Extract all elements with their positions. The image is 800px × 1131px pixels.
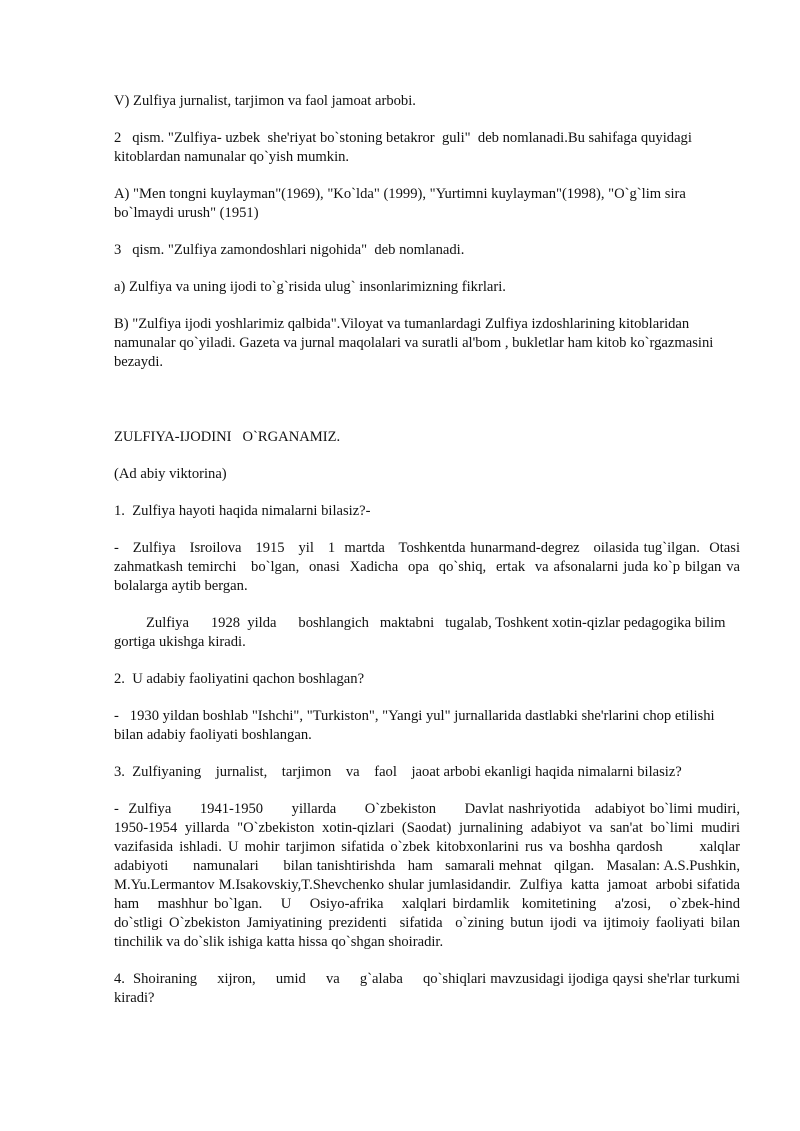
quiz-title: ZULFIYA-IJODINI O`RGANAMIZ. [114, 429, 341, 445]
document-page [114, 92, 762, 1008]
question-2: 2. U adabiy faoliyatini qachon boshlagan? [114, 671, 365, 687]
paragraph-spacer [114, 484, 740, 502]
question-4: 4. Shoiraning xijron, umid va g`alaba qo`shiqlari mavzusidagi ijodiga qaysi she'rlar turkumi kiradi? [114, 971, 744, 1006]
question-3: 3. Zulfiyaning jurnalist, tarjimon va faol jaoat arbobi ekanligi haqida nimalarni bilasiz? [114, 764, 682, 780]
section-3-item-b: B) "Zulfiya ijodi yoshlarimiz qalbida".Viloyat va tumanlardagi Zulfiya izdoshlarining kitoblaridan namunalar qo`yiladi. Gazeta va jurnal maqolalari va suratli al'bom , bukletlar ham kitob ko`rgazmasini bezaydi. [114, 316, 717, 370]
quiz-subtitle: (Ad abiy viktorina) [114, 466, 227, 482]
answer-1a: - Zulfiya Isroilova 1915 yil 1 martda Toshkentda hunarmand-degrez oilasida tug`ilgan. Otasi zahmatkash temirchi bo`lgan, onasi Xadicha opa qo`shiq, ertak va afsonalarni juda ko`p bilgan va bolalarga aytib bergan. [114, 540, 748, 594]
paragraph-spacer [114, 111, 740, 129]
paragraph-spacer [114, 297, 740, 315]
paragraph-spacer [114, 745, 740, 763]
paragraph-spacer [114, 652, 740, 670]
paragraph-spacer [114, 167, 740, 185]
paragraph-spacer [114, 782, 740, 800]
paragraph-spacer [114, 521, 740, 539]
paragraph-spacer [114, 952, 740, 970]
answer-1b: Zulfiya 1928 yilda boshlangich maktabni tugalab, Toshkent xotin-qizlar pedagogika bilim gortiga ukishga kiradi. [114, 615, 730, 650]
paragraph-spacer [114, 689, 740, 707]
question-1: 1. Zulfiya hayoti haqida nimalarni bilasiz?- [114, 503, 371, 519]
section-1-item-v: V) Zulfiya jurnalist, tarjimon va faol jamoat arbobi. [114, 93, 416, 109]
answer-3: - Zulfiya 1941-1950 yillarda O`zbekiston Davlat nashriyotida adabiyot bo`limi mudiri, 1950-1954 yillarda "O`zbekiston xotin-qizlari (Saodat) jurnalining adabiyot va san'at bo`limi mudiri vazifasida ishladi. U mohir tarjimon sifatida o`zbek kitobxonlarini rus va boshha qardosh xalqlar adabiyoti namunalari bilan tanishtirishda ham samarali mehnat qilgan. Masalan: A.S.Pushkin, M.Yu.Lermantov M.Isakovskiy,T.Shevchenko shular jumlasidandir. Zulfiya katta jamoat arbobi sifatida ham mashhur bo`lgan. U Osiyo-afrika xalqlari birdamlik komitetining a'zosi, o`zbek-hind do`stligi O`zbekiston Jamiyatining prezidenti sifatida o`zining butun ijodi va ijtimoiy faoliyati bilan tinchilik va do`slik ishiga katta hissa qo`shgan shoiradir. [114, 801, 762, 950]
section-2-heading: 2 qism. "Zulfiya- uzbek she'riyat bo`stoning betakror guli" deb nomlanadi.Bu sahifaga quyidagi kitoblardan namunalar qo`yish mumkin. [114, 130, 696, 165]
section-2-item-a: A) "Men tongni kuylayman"(1969), "Ko`lda" (1999), "Yurtimni kuylayman"(1998), "O`g`lim sira bo`lmaydi urush" (1951) [114, 186, 690, 221]
paragraph-spacer [114, 260, 740, 278]
paragraph-spacer [114, 223, 740, 241]
section-3-item-a: a) Zulfiya va uning ijodi to`g`risida ulug` insonlarimizning fikrlari. [114, 279, 506, 295]
answer-2: - 1930 yildan boshlab "Ishchi", "Turkiston", "Yangi yul" jurnallarida dastlabki she'rlarini chop etilishi bilan adabiy faoliyati boshlangan. [114, 708, 719, 743]
paragraph-spacer [114, 372, 740, 428]
section-3-heading: 3 qism. "Zulfiya zamondoshlari nigohida" deb nomlanadi. [114, 242, 465, 258]
paragraph-spacer [114, 596, 740, 614]
paragraph-spacer [114, 447, 740, 465]
